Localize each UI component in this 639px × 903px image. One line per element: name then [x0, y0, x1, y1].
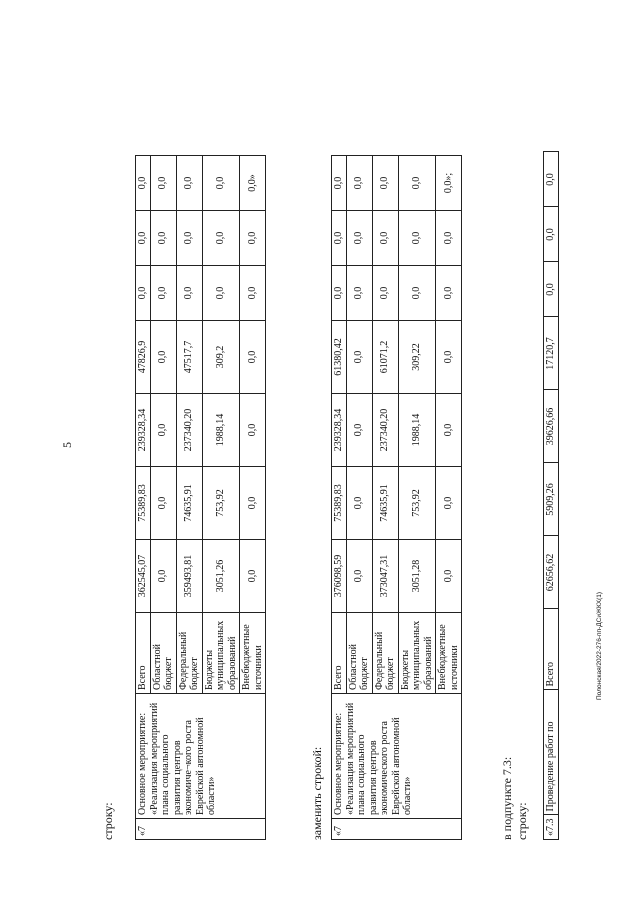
value-cell: 0,0: [150, 540, 176, 613]
value-cell: 376098,59: [332, 540, 347, 613]
value-cell: 0,0: [136, 211, 151, 266]
value-cell: 362545,07: [136, 540, 151, 613]
value-cell: 74635,91: [176, 467, 202, 540]
value-cell: 0,0: [136, 156, 151, 211]
value-cell: 0,0: [372, 156, 398, 211]
table-row: [544, 152, 559, 840]
value-cell: 3051,26: [202, 540, 240, 613]
value-cell: 0,0: [346, 321, 372, 394]
value-cell: 0,0: [436, 266, 462, 321]
value-cell: 0,0: [436, 394, 462, 467]
source-cell: Всего: [544, 609, 559, 690]
row-number-cell: «7: [136, 819, 266, 840]
value-cell: 0,0: [240, 266, 266, 321]
value-cell: 0,0: [332, 156, 347, 211]
value-cell: 0,0: [332, 211, 347, 266]
value-cell: 373047,31: [372, 540, 398, 613]
paragraph-old-row-intro-2: строку:: [515, 802, 529, 840]
value-cell: 74635,91: [372, 467, 398, 540]
row-number-cell: «7: [332, 819, 462, 840]
value-cell: 0,0: [372, 211, 398, 266]
value-cell: 0,0: [346, 394, 372, 467]
source-cell: Бюджеты муниципальных образований: [398, 613, 436, 694]
value-cell: 0,0: [240, 540, 266, 613]
table-row: [332, 156, 347, 840]
value-cell: 0,0»: [240, 156, 266, 211]
value-cell: 0,0: [346, 156, 372, 211]
value-cell: 0,0: [240, 321, 266, 394]
value-cell: 0,0: [202, 156, 240, 211]
table-subpoint-7-3: [543, 152, 559, 841]
value-cell: 0,0: [150, 321, 176, 394]
source-cell: Всего: [136, 613, 151, 694]
value-cell: 75389,83: [136, 467, 151, 540]
value-cell: 0,0: [150, 467, 176, 540]
value-cell: 0,0: [240, 394, 266, 467]
value-cell: 0,0: [346, 540, 372, 613]
table-new-row: [331, 155, 462, 840]
value-cell: 239328,34: [136, 394, 151, 467]
value-cell: 0,0: [398, 211, 436, 266]
value-cell: 47826,9: [136, 321, 151, 394]
source-cell: Всего: [332, 613, 347, 694]
source-cell: Внебюджетные источники: [436, 613, 462, 694]
value-cell: 0,0: [372, 266, 398, 321]
value-cell: 0,0: [136, 266, 151, 321]
value-cell: 0,0: [176, 266, 202, 321]
value-cell: 0,0: [436, 321, 462, 394]
paragraph-old-row-intro: строку:: [101, 802, 115, 840]
value-cell: 0,0: [544, 152, 559, 207]
value-cell: 239328,34: [332, 394, 347, 467]
value-cell: 0,0: [240, 211, 266, 266]
value-cell: 0,0: [436, 211, 462, 266]
value-cell: 0,0: [150, 156, 176, 211]
value-cell: 753,92: [202, 467, 240, 540]
value-cell: 309,22: [398, 321, 436, 394]
value-cell: 0,0: [544, 262, 559, 317]
value-cell: 39626,66: [544, 390, 559, 463]
value-cell: 0,0: [436, 467, 462, 540]
value-cell: 0,0: [398, 156, 436, 211]
value-cell: 61380,42: [332, 321, 347, 394]
value-cell: 0,0: [150, 394, 176, 467]
value-cell: 61071,2: [372, 321, 398, 394]
value-cell: 0,0: [176, 211, 202, 266]
value-cell: 0,0: [346, 467, 372, 540]
value-cell: 0,0: [544, 207, 559, 262]
source-cell: Бюджеты муниципальных образований: [202, 613, 240, 694]
row-number-cell: «7.3: [544, 815, 559, 840]
source-cell: Федеральный бюджет: [176, 613, 202, 694]
value-cell: 359493,81: [176, 540, 202, 613]
document-footer-code: Полонская/2022-276-пп-ДСиЖКХ(1): [596, 591, 603, 700]
value-cell: 17120,7: [544, 317, 559, 390]
value-cell: 0,0: [436, 540, 462, 613]
value-cell: 309,2: [202, 321, 240, 394]
value-cell: 47517,7: [176, 321, 202, 394]
activity-name-cell: Проведение работ по: [544, 690, 559, 815]
value-cell: 0,0: [202, 266, 240, 321]
page-number: 5: [60, 442, 74, 448]
value-cell: 1988,14: [398, 394, 436, 467]
value-cell: 3051,28: [398, 540, 436, 613]
value-cell: 0,0: [398, 266, 436, 321]
value-cell: 0,0: [150, 266, 176, 321]
source-cell: Областной бюджет: [346, 613, 372, 694]
source-cell: Внебюджетные источники: [240, 613, 266, 694]
paragraph-subpoint-7-3: в подпункте 7.3:: [500, 756, 514, 840]
value-cell: 237340,20: [176, 394, 202, 467]
rotated-page-content: [95, 40, 575, 840]
value-cell: 0,0: [176, 156, 202, 211]
table-row: [136, 156, 151, 840]
value-cell: 0,0: [240, 467, 266, 540]
source-cell: Федеральный бюджет: [372, 613, 398, 694]
paragraph-replace-with: заменить строкой:: [310, 746, 324, 840]
value-cell: 0,0»;: [436, 156, 462, 211]
value-cell: 753,92: [398, 467, 436, 540]
value-cell: 0,0: [332, 266, 347, 321]
source-cell: Областной бюджет: [150, 613, 176, 694]
activity-name-cell: Основное мероприятие: «Реализация мероприятий плана социального развития центров экономиче¬кого роста Еврейской автономной области»: [136, 694, 266, 819]
activity-name-cell: Основное мероприятие: «Реализация мероприятий плана социального развития центров экономического роста Еврейской автономной области»: [332, 694, 462, 819]
value-cell: 0,0: [346, 211, 372, 266]
value-cell: 0,0: [202, 211, 240, 266]
value-cell: 1988,14: [202, 394, 240, 467]
value-cell: 75389,83: [332, 467, 347, 540]
table-old-row: [135, 155, 266, 840]
value-cell: 62656,62: [544, 536, 559, 609]
value-cell: 237340,20: [372, 394, 398, 467]
value-cell: 0,0: [346, 266, 372, 321]
value-cell: 5909,26: [544, 463, 559, 536]
value-cell: 0,0: [150, 211, 176, 266]
